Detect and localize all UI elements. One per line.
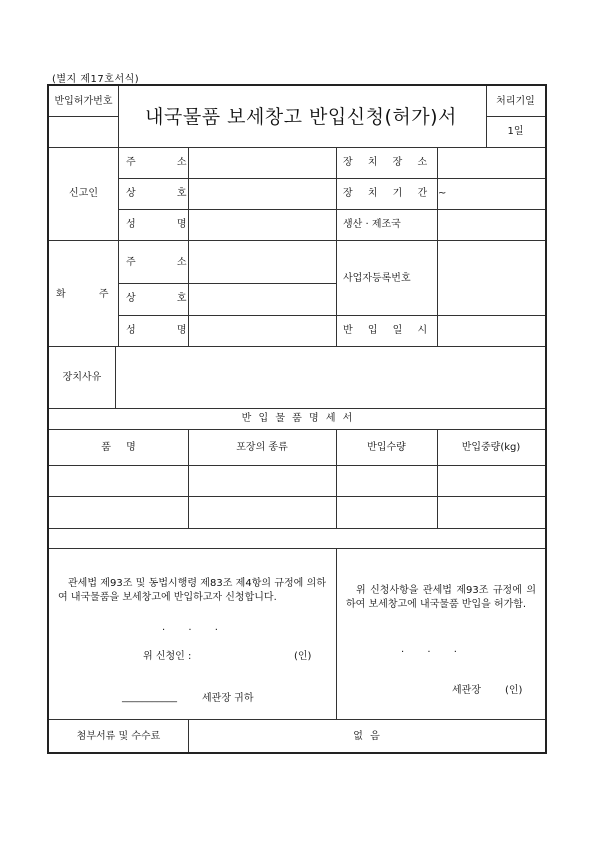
owner-address-label: 주 소 <box>126 257 187 268</box>
processing-period-label: 처리기일 <box>496 96 535 107</box>
attachments-value: 없 음 <box>353 731 380 742</box>
goods-col-quantity: 반입수량 <box>367 442 406 453</box>
permit-date-dots: . . . <box>401 644 457 655</box>
applicant-trade-name-label: 상 호 <box>126 188 187 199</box>
business-registration-label: 사업자등록번호 <box>343 273 411 284</box>
storage-period-tilde: ~ <box>438 188 447 199</box>
declaration-date-dots: . . . <box>162 622 218 633</box>
applicant-sign-label: 위 신청인 : <box>143 651 192 662</box>
applicant-name-label: 성 명 <box>126 219 187 230</box>
goods-col-item-name: 품 명 <box>101 442 136 453</box>
applicant-section-label: 신고인 <box>69 188 98 199</box>
goods-col-packaging: 포장의 종류 <box>236 442 288 453</box>
permit-number-label: 반입허가번호 <box>54 96 113 107</box>
owner-name-label: 성 명 <box>126 325 187 336</box>
attachments-label: 첨부서류 및 수수료 <box>76 731 161 742</box>
permit-declaration-text: 위 신청사항을 관세법 제93조 규정에 의하여 보세창고에 내국물품 반입을 허가함. <box>346 585 536 610</box>
owner-trade-name-label: 상 호 <box>126 293 187 304</box>
permit-signer-label: 세관장 <box>452 685 481 696</box>
applicant-declaration-text: 관세법 제93조 및 동법시행령 제83조 제4항의 규정에 의하여 내국물품을 보세창고에 반입하고자 신청합니다. <box>58 578 326 603</box>
form-number-label: (별지 제17호서식) <box>52 74 140 85</box>
goods-col-weight: 반입중량(kg) <box>461 442 521 453</box>
processing-period-value: 1일 <box>507 126 524 137</box>
origin-country-label: 생산 · 제조국 <box>343 219 401 230</box>
goods-section-title: 반 입 물 품 명 세 서 <box>241 413 353 424</box>
addressee-blank: ___________ <box>122 692 177 703</box>
applicant-address-label: 주 소 <box>126 157 187 168</box>
applicant-seal-mark: (인) <box>294 651 312 662</box>
storage-period-label: 장 치 기 간 <box>343 188 428 199</box>
addressee-label: 세관장 귀하 <box>202 693 254 704</box>
storage-reason-label: 장치사유 <box>62 372 102 383</box>
storage-location-label: 장 치 장 소 <box>343 157 428 168</box>
document-title: 내국물품 보세창고 반입신청(허가)서 <box>145 106 457 128</box>
permit-seal-mark: (인) <box>505 685 523 696</box>
entry-date-label: 반 입 일 시 <box>343 325 428 336</box>
owner-section-label: 화 주 <box>56 289 109 300</box>
